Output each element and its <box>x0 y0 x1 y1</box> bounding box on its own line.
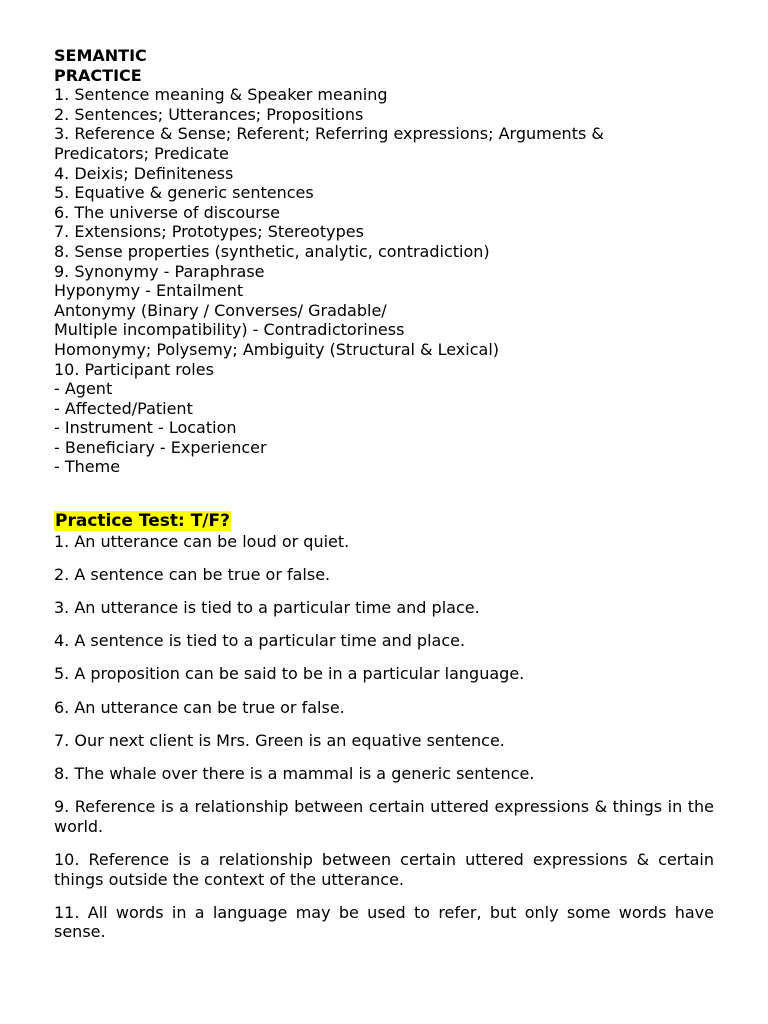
topic-list <box>54 85 714 477</box>
question-item: 7. Our next client is Mrs. Green is an equative sentence. <box>54 730 505 750</box>
topic-item: Hyponymy - Entailment <box>54 281 244 301</box>
question-item: 8. The whale over there is a mammal is a generic sentence. <box>54 763 535 783</box>
question-item: 10. Reference is a relationship between certain uttered expressions & certain things outside the context of the utterance. <box>54 849 714 889</box>
topic-item: 6. The universe of discourse <box>54 202 281 222</box>
topic-item: 9. Synonymy - Paraphrase <box>54 261 265 281</box>
topic-item: - Agent <box>54 379 113 399</box>
question-item: 5. A proposition can be said to be in a particular language. <box>54 664 525 684</box>
topic-item: 10. Participant roles <box>54 359 214 379</box>
topic-item: - Affected/Patient <box>54 398 193 418</box>
topic-item: - Instrument - Location <box>54 418 237 438</box>
question-item: 6. An utterance can be true or false. <box>54 697 345 717</box>
topic-item: - Beneficiary - Experiencer <box>54 437 267 457</box>
question-list <box>54 532 714 942</box>
topic-item: 5. Equative & generic sentences <box>54 183 314 203</box>
topic-item: 2. Sentences; Utterances; Propositions <box>54 104 364 124</box>
practice-test-heading-text: Practice Test: T/F? <box>55 511 230 532</box>
topic-item: - Theme <box>54 457 121 477</box>
question-item: 9. Reference is a relationship between certain uttered expressions & things in the world. <box>54 797 714 836</box>
topic-item: Antonymy (Binary / Converses/ Gradable/ <box>54 300 387 320</box>
question-item: 4. A sentence is tied to a particular time and place. <box>54 631 466 651</box>
topic-item: Homonymy; Polysemy; Ambiguity (Structural & Lexical) <box>54 339 500 359</box>
title-line-1: SEMANTIC <box>54 46 147 65</box>
topic-item: Multiple incompatibility) - Contradictoriness <box>54 320 405 340</box>
document-page <box>54 46 714 956</box>
question-item: 11. All words in a language may be used to refer, but only some words have sense. <box>54 902 714 942</box>
practice-test-heading <box>54 511 714 532</box>
title-line-2: PRACTICE <box>54 65 142 85</box>
question-item: 3. An utterance is tied to a particular time and place. <box>54 598 480 618</box>
document-title <box>54 46 714 85</box>
question-item: 1. An utterance can be loud or quiet. <box>54 531 350 551</box>
question-item: 2. A sentence can be true or false. <box>54 564 331 584</box>
topic-item: 8. Sense properties (synthetic, analytic, contradiction) <box>54 241 490 261</box>
topic-item: 3. Reference & Sense; Referent; Referring expressions; Arguments & Predicators; Predicate <box>54 124 604 163</box>
topic-item: 1. Sentence meaning & Speaker meaning <box>54 85 388 105</box>
topic-item: 4. Deixis; Definiteness <box>54 163 234 183</box>
topic-item: 7. Extensions; Prototypes; Stereotypes <box>54 222 364 242</box>
